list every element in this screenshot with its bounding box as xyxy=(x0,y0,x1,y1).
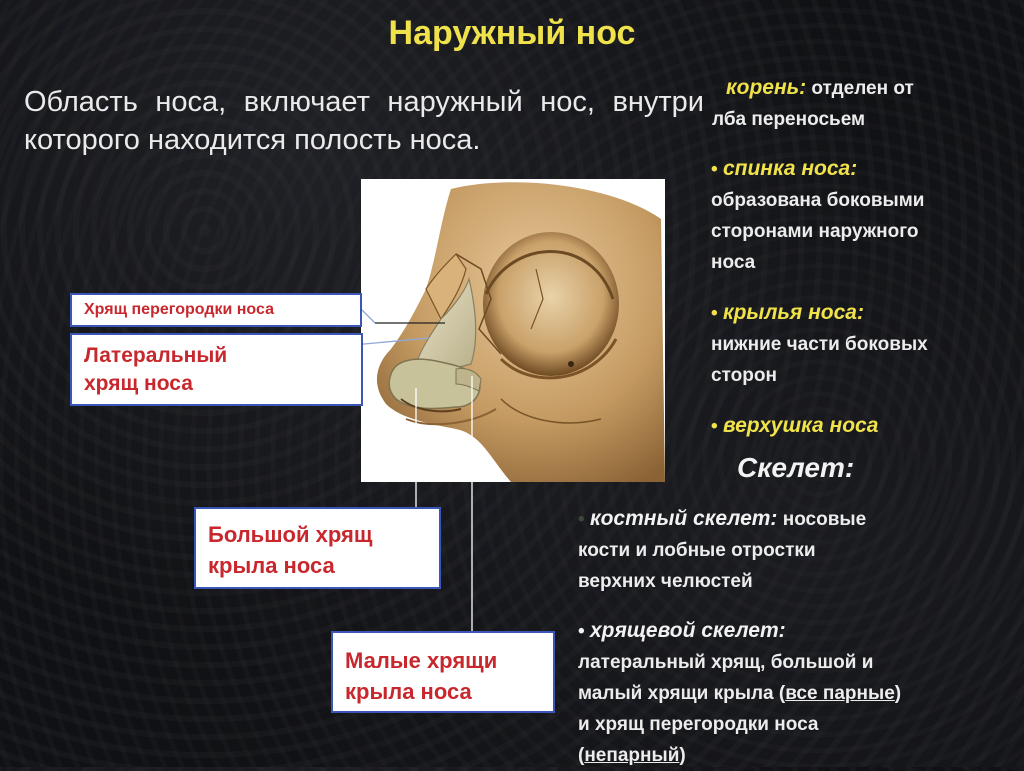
label-minor-line1: Малые хрящи xyxy=(345,648,498,673)
wings-desc-2: сторон xyxy=(711,365,777,386)
cart-desc-2a: малый хрящи крыла ( xyxy=(578,683,786,704)
cart-paired: все парные xyxy=(785,683,895,704)
dorsum-desc-1: образована боковыми xyxy=(711,190,925,211)
apex-term: верхушка носа xyxy=(722,414,879,437)
part-wings xyxy=(711,297,928,391)
dorsum-term: спинка носа: xyxy=(722,157,858,180)
bullet-wings: • xyxy=(711,303,718,324)
bullet-dorsum: • xyxy=(711,159,718,180)
part-root xyxy=(712,72,914,135)
wings-desc-1: нижние части боковых xyxy=(711,334,928,355)
skull-drawing xyxy=(361,179,665,482)
label-major-line1: Большой хрящ xyxy=(208,522,373,547)
label-minor-line2: крыла носа xyxy=(345,679,472,704)
dorsum-desc-3: носа xyxy=(711,252,756,273)
cart-unpaired: непарный xyxy=(584,745,680,766)
label-lateral-cartilage xyxy=(70,333,363,406)
label-minor-alar-cartilages xyxy=(331,631,555,713)
label-major-alar-cartilage xyxy=(194,507,441,589)
root-desc-2: лба переносьем xyxy=(712,109,866,130)
cart-desc-3: и хрящ перегородки носа xyxy=(578,714,819,735)
bony-desc-3: верхних челюстей xyxy=(578,571,753,592)
label-lateral-line1: Латеральный xyxy=(84,344,228,367)
cart-desc-4a: ( xyxy=(578,745,585,766)
skeleton-heading: Скелет: xyxy=(737,452,855,483)
cart-desc-2c: ) xyxy=(894,683,902,704)
part-dorsum xyxy=(711,153,925,278)
wings-term: крылья носа: xyxy=(722,301,864,324)
label-major-line2: крыла носа xyxy=(208,553,335,578)
cart-term: хрящевой скелет: xyxy=(589,619,786,642)
bullet-cart: • xyxy=(578,621,585,642)
dorsum-desc-2: сторонами наружного xyxy=(711,221,919,242)
label-septal-cartilage xyxy=(70,293,362,327)
bullet-apex: • xyxy=(711,416,718,437)
intro-text: Область носа, включает наружный нос, внутри которого находится полость носа. xyxy=(24,86,704,156)
root-term: корень: xyxy=(726,76,807,99)
bony-desc-2: кости и лобные отростки xyxy=(578,540,816,561)
cart-desc-1: латеральный хрящ, большой и xyxy=(578,652,874,673)
label-lateral-line2: хрящ носа xyxy=(84,372,193,395)
skeleton-cartilaginous xyxy=(578,615,901,771)
cart-desc-4 xyxy=(578,740,901,771)
bullet-bony: • xyxy=(578,509,585,530)
label-septal-text: Хрящ перегородки носа xyxy=(84,301,274,318)
skeleton-bony xyxy=(578,503,866,597)
bony-term: костный скелет: xyxy=(589,507,778,530)
part-apex xyxy=(711,410,878,442)
cart-desc-4c: ) xyxy=(679,745,686,766)
slide-title: Наружный нос xyxy=(388,14,636,52)
bony-desc-1: носовые xyxy=(777,509,867,530)
skull-nose-illustration xyxy=(361,179,665,482)
cart-desc-2 xyxy=(578,678,901,709)
root-desc-1: отделен от xyxy=(806,78,914,99)
